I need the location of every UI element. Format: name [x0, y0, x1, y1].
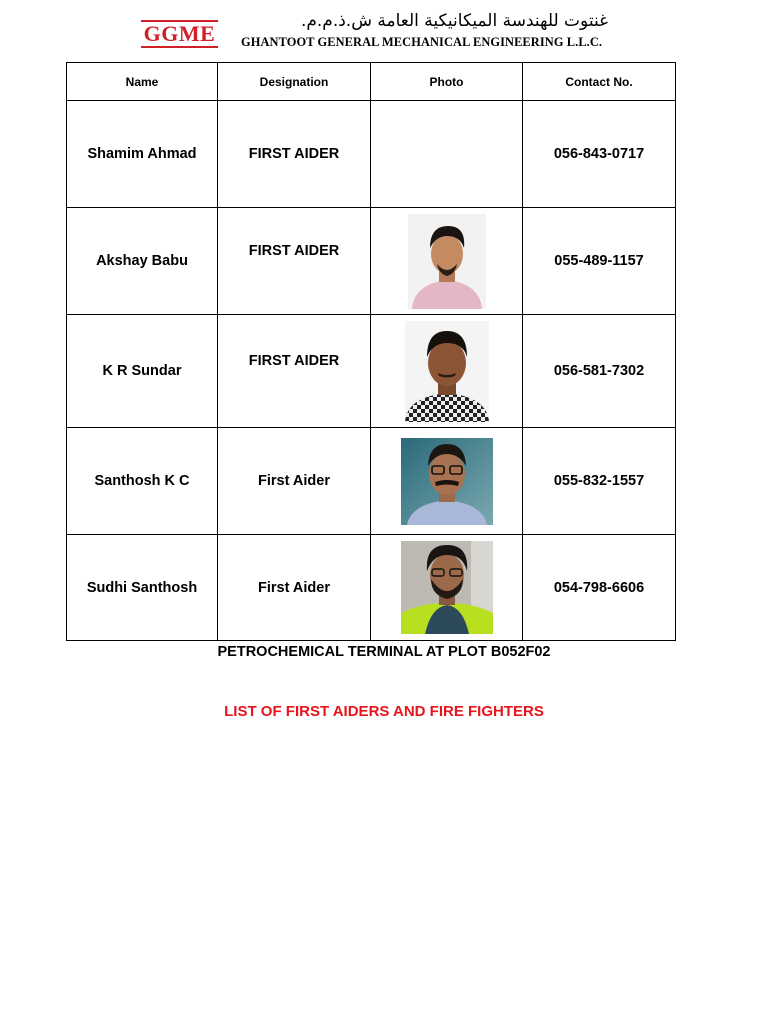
- cell-name: K R Sundar: [67, 315, 218, 428]
- company-letterhead: [0, 8, 768, 58]
- column-header-designation: Designation: [218, 63, 371, 101]
- cell-contact: 055-489-1157: [523, 208, 676, 315]
- column-header-contact: Contact No.: [523, 63, 676, 101]
- table-row: [67, 315, 676, 428]
- cell-designation-wrap: [218, 315, 371, 428]
- column-header-name: Name: [67, 63, 218, 101]
- cell-photo: [371, 535, 523, 641]
- first-aiders-table: [66, 62, 676, 641]
- cell-designation: FIRST AIDER: [218, 101, 371, 208]
- table-header-row: [67, 63, 676, 101]
- table-row: [67, 535, 676, 641]
- site-subtitle: PETROCHEMICAL TERMINAL AT PLOT B052F02: [217, 644, 551, 660]
- portrait-photo: [401, 541, 493, 634]
- cell-photo-empty: [371, 101, 523, 208]
- column-header-photo: Photo: [371, 63, 523, 101]
- cell-designation: FIRST AIDER: [248, 243, 340, 259]
- cell-contact: 054-798-6606: [523, 535, 676, 641]
- portrait-photo: [408, 214, 486, 309]
- table-row: [67, 208, 676, 315]
- cell-contact: 056-581-7302: [523, 315, 676, 428]
- portrait-photo: [405, 321, 489, 422]
- cell-contact: 055-832-1557: [523, 428, 676, 535]
- company-logo: [141, 20, 218, 48]
- table-row: [67, 428, 676, 535]
- cell-designation-wrap: [218, 208, 371, 315]
- cell-name: Santhosh K C: [67, 428, 218, 535]
- company-name-arabic: غنتوت للهندسة الميكانيكية العامة ش.ذ.م.م.: [300, 11, 608, 31]
- logo-text: GGME: [143, 21, 216, 46]
- cell-name: Sudhi Santhosh: [67, 535, 218, 641]
- document-title: LIST OF FIRST AIDERS AND FIRE FIGHTERS: [224, 703, 544, 720]
- cell-designation: FIRST AIDER: [248, 353, 340, 369]
- cell-name: Shamim Ahmad: [67, 101, 218, 208]
- cell-photo: [371, 315, 523, 428]
- cell-contact: 056-843-0717: [523, 101, 676, 208]
- company-name-english: GHANTOOT GENERAL MECHANICAL ENGINEERING L.L.C.: [241, 35, 603, 49]
- portrait-photo: [401, 438, 493, 525]
- table-row: [67, 101, 676, 208]
- cell-designation: First Aider: [218, 535, 371, 641]
- cell-photo: [371, 428, 523, 535]
- cell-photo: [371, 208, 523, 315]
- cell-designation: First Aider: [218, 428, 371, 535]
- cell-name: Akshay Babu: [67, 208, 218, 315]
